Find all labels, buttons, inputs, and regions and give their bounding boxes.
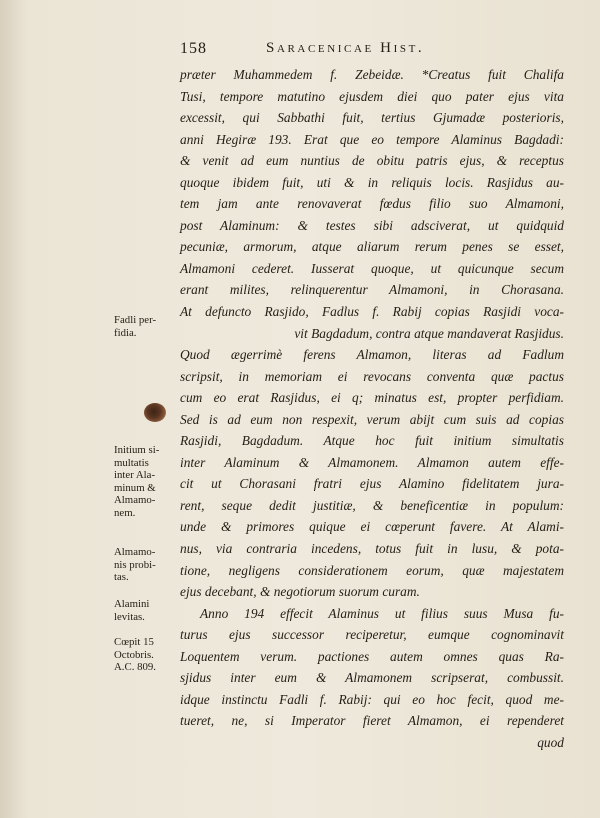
margin-note-line: Almamo- bbox=[114, 494, 156, 507]
text-line: Anno 194 effecit Alaminus ut filius suus Musa fu- bbox=[200, 605, 564, 621]
text-line: excessit, qui Sabbathi fuit, tertius Gjumadæ posterioris, bbox=[180, 110, 564, 126]
page-number: 158 bbox=[180, 40, 207, 57]
text-line: nus, via contraria incedens, totus fuit in lusu, & pota- bbox=[180, 541, 564, 557]
text-line: idque instinctu Fadli f. Rabij: qui eo hoc fecit, quod me- bbox=[180, 691, 564, 707]
margin-note bbox=[114, 314, 180, 339]
text-line: tione, negligens considerationem eorum, quæ majestatem bbox=[180, 562, 564, 578]
text-line: turus ejus successor reciperetur, eumque cognominavit bbox=[180, 627, 564, 643]
text-line: Loquentem verum. pactiones autem omnes quas Ra- bbox=[180, 648, 564, 664]
margin-note-line: tas. bbox=[114, 571, 129, 584]
text-line: erant milites, relinquerentur Almamoni, in Chorasana. bbox=[180, 282, 564, 298]
text-line: At defuncto Rasjido, Fadlus f. Rabij copias Rasjidi voca- bbox=[180, 304, 564, 320]
text-line: cit ut Chorasani fratri ejus Alamino fidelitatem jura- bbox=[180, 476, 564, 492]
text-line: Quod ægerrimè ferens Almamon, literas ad Fadlum bbox=[180, 347, 564, 363]
margin-note-line: Cœpit 15 bbox=[114, 636, 154, 648]
text-line: cum eo erat Rasjidus, ei q; minatus est, propter perfidiam. bbox=[180, 390, 564, 406]
text-line: unde & primores quique ei cœperunt favere. At Alami- bbox=[180, 519, 564, 535]
text-line: rent, seque dedit justitiæ, & beneficentiæ in populum: bbox=[180, 497, 564, 513]
text-line: pecuniæ, armorum, atque aliarum rerum penes se esset, bbox=[180, 239, 564, 255]
margin-note-line: inter Ala- bbox=[114, 469, 156, 482]
text-line: Sed is ad eum non respexit, verum abijt cum suis ad copias bbox=[180, 411, 564, 427]
margin-note bbox=[114, 546, 180, 584]
text-line: anni Hegiræ 193. Erat que eo tempore Alaminus Bagdadi: bbox=[180, 131, 564, 147]
main-text-block bbox=[180, 64, 564, 754]
text-line: post Alaminum: & testes sibi adsciverat, ut quidquid bbox=[180, 217, 564, 233]
text-line: scripsit, in memoriam ei revocans conventa quæ pactus bbox=[180, 368, 564, 384]
margin-note-line: A.C. 809. bbox=[114, 661, 156, 674]
text-line: sjidus inter eum & Almamonem scripserat, combussit. bbox=[180, 670, 564, 686]
ink-blot bbox=[144, 403, 166, 422]
margin-note-line: Fadli per- bbox=[114, 314, 157, 326]
margin-note-line: fidia. bbox=[114, 326, 137, 339]
margin-note-line: Initium si- bbox=[114, 444, 160, 456]
margin-note-line: Octobris. bbox=[114, 648, 154, 661]
margin-note-line: multatis bbox=[114, 456, 149, 469]
running-title: Saracenicae Hist. bbox=[266, 40, 425, 56]
margin-note-line: Alamini bbox=[114, 598, 150, 610]
text-line: Tusi, tempore matutino ejusdem diei quo pater ejus vita bbox=[180, 88, 564, 104]
text-line: ejus decebant, & negotiorum suorum curam. bbox=[180, 584, 420, 600]
text-line: inter Alaminum & Almamonem. Almamon autem effe- bbox=[180, 454, 564, 470]
text-line: & venit ad eum nuntius de obitu patris ejus, & receptus bbox=[180, 153, 564, 169]
text-line: Almamoni cederet. Iusserat quoque, ut quicunque secum bbox=[180, 260, 564, 276]
margin-note bbox=[114, 636, 180, 674]
text-line: tem jam ante renovaverat fœdus filio suo Almamoni, bbox=[180, 196, 564, 212]
text-line: præter Muhammedem f. Zebeidæ. *Creatus fuit Chalifa bbox=[180, 67, 564, 82]
text-line: tueret, ne, si Imperator fieret Almamon, ei rependeret bbox=[180, 713, 564, 729]
catchword: quod bbox=[537, 734, 564, 750]
margin-note-line: levitas. bbox=[114, 610, 145, 623]
page-header bbox=[180, 38, 560, 62]
margin-note-line: nem. bbox=[114, 506, 136, 519]
text-line: quoque ibidem fuit, uti & in reliquis locis. Rasjidus au- bbox=[180, 174, 564, 190]
margin-note-line: minum & bbox=[114, 481, 156, 494]
margin-note-line: nis probi- bbox=[114, 558, 156, 571]
margin-note bbox=[114, 444, 180, 520]
text-line: vit Bagdadum, contra atque mandaverat Rasjidus. bbox=[294, 325, 564, 341]
margin-note-line: Almamo- bbox=[114, 546, 156, 558]
text-line: Rasjidi, Bagdadum. Atque hoc fuit initium simultatis bbox=[180, 433, 564, 449]
margin-note bbox=[114, 598, 180, 623]
